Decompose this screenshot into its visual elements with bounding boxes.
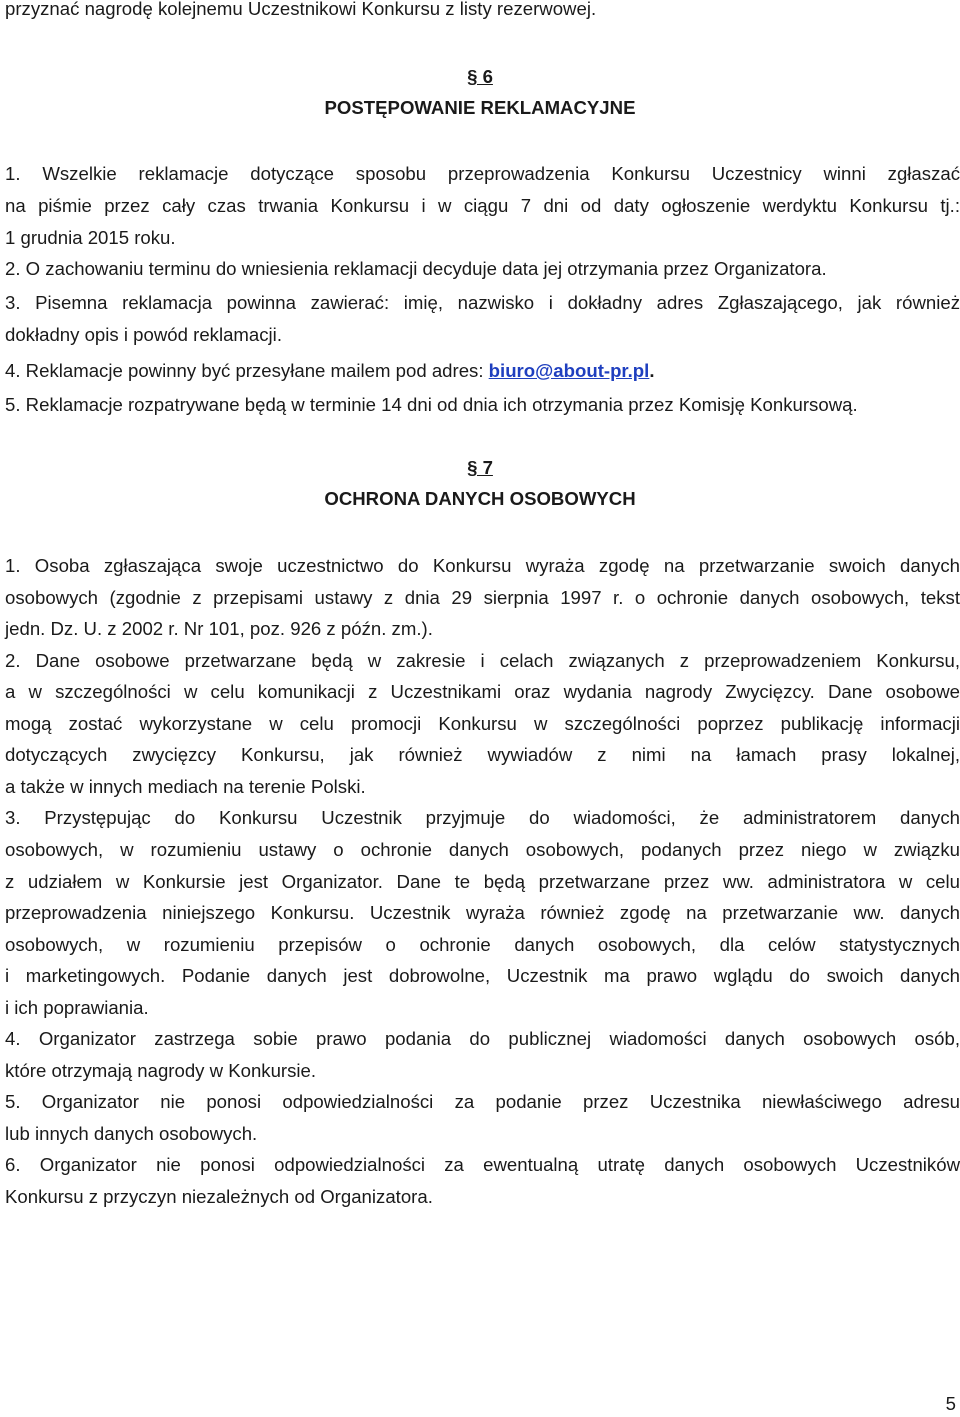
s6-p1-line1: 1. Wszelkie reklamacje dotyczące sposobu przeprowadzenia Konkursu Uczestnicy winni zgłaszać xyxy=(5,163,960,184)
s7-p6-line2: Konkursu z przyczyn niezależnych od Organizatora. xyxy=(5,1186,433,1207)
s7-p2-line2: a w szczególności w celu komunikacji z Uczestnikami oraz wydania nagrody Zwycięzcy. Dane osobowe xyxy=(5,681,960,702)
s6-p3-line1: 3. Pisemna reklamacja powinna zawierać: imię, nazwisko i dokładny adres Zgłaszającego, jak również xyxy=(5,292,960,313)
s7-p3-line3: z udziałem w Konkursie jest Organizator. Dane te będą przetwarzane przez ww. administratora w celu xyxy=(5,871,960,892)
s7-p2-line4: dotyczących zwycięzcy Konkursu, jak również wywiadów z nimi na łamach prasy lokalnej, xyxy=(5,744,960,765)
s7-p2-line3: mogą zostać wykorzystane w celu promocji Konkursu w szczególności poprzez publikację informacji xyxy=(5,713,960,734)
s7-p1-line3: jedn. Dz. U. z 2002 r. Nr 101, poz. 926 z późn. zm.). xyxy=(5,618,433,639)
email-link[interactable]: biuro@about-pr.pl xyxy=(488,360,650,381)
s7-p4-line1: 4. Organizator zastrzega sobie prawo podania do publicznej wiadomości danych osobowych osób, xyxy=(5,1028,960,1049)
section-6-number: § 6 xyxy=(467,66,493,87)
s7-p3-line2: osobowych, w rozumieniu ustawy o ochronie danych osobowych, podanych przez niego w związku xyxy=(5,839,960,860)
page-number: 5 xyxy=(945,1393,956,1414)
s6-p4-suffix: . xyxy=(649,360,655,381)
s7-p2-line5: a także w innych mediach na terenie Polski. xyxy=(5,776,366,797)
s7-p5-line2: lub innych danych osobowych. xyxy=(5,1123,258,1144)
s7-p2-line1: 2. Dane osobowe przetwarzane będą w zakresie i celach związanych z przeprowadzeniem Konkursu, xyxy=(5,650,960,671)
s6-p4 xyxy=(5,360,655,382)
s6-p1-line2: na piśmie przez cały czas trwania Konkursu i w ciągu 7 dni od daty ogłoszenie werdyktu Konkursu tj.: xyxy=(5,195,960,216)
s7-p1-line2: osobowych (zgodnie z przepisami ustawy z dnia 29 sierpnia 1997 r. o ochronie danych osobowych, tekst xyxy=(5,587,960,608)
s7-p3-line6: i marketingowych. Podanie danych jest dobrowolne, Uczestnik ma prawo wglądu do swoich danych xyxy=(5,965,960,986)
s6-p4-text: 4. Reklamacje powinny być przesyłane mailem pod adres: xyxy=(5,360,489,381)
s7-p3-line5: osobowych, w rozumieniu przepisów o ochronie danych osobowych, dla celów statystycznych xyxy=(5,934,960,955)
top-line: przyznać nagrodę kolejnemu Uczestnikowi Konkursu z listy rezerwowej. xyxy=(5,0,597,19)
section-7-title: OCHRONA DANYCH OSOBOWYCH xyxy=(324,488,636,509)
s6-p1-line3: 1 grudnia 2015 roku. xyxy=(5,227,176,248)
s7-p3-line7: i ich poprawiania. xyxy=(5,997,149,1018)
section-6-title: POSTĘPOWANIE REKLAMACYJNE xyxy=(324,97,636,118)
s7-p1-line1: 1. Osoba zgłaszająca swoje uczestnictwo do Konkursu wyraża zgodę na przetwarzanie swoich danych xyxy=(5,555,960,576)
s6-p3-line2: dokładny opis i powód reklamacji. xyxy=(5,324,282,345)
s7-p5-line1: 5. Organizator nie ponosi odpowiedzialności za podanie przez Uczestnika niewłaściwego adresu xyxy=(5,1091,960,1112)
s7-p4-line2: które otrzymają nagrody w Konkursie. xyxy=(5,1060,317,1081)
s7-p3-line4: przeprowadzenia niniejszego Konkursu. Uczestnik wyraża również zgodę na przetwarzanie ww. danych xyxy=(5,902,960,923)
section-7-number: § 7 xyxy=(467,457,493,478)
s7-p6-line1: 6. Organizator nie ponosi odpowiedzialności za ewentualną utratę danych osobowych Uczestników xyxy=(5,1154,960,1175)
s6-p2: 2. O zachowaniu terminu do wniesienia reklamacji decyduje data jej otrzymania przez Organizatora. xyxy=(5,258,827,279)
s6-p5: 5. Reklamacje rozpatrywane będą w terminie 14 dni od dnia ich otrzymania przez Komisję Konkursową. xyxy=(5,394,858,415)
s7-p3-line1: 3. Przystępując do Konkursu Uczestnik przyjmuje do wiadomości, że administratorem danych xyxy=(5,807,960,828)
